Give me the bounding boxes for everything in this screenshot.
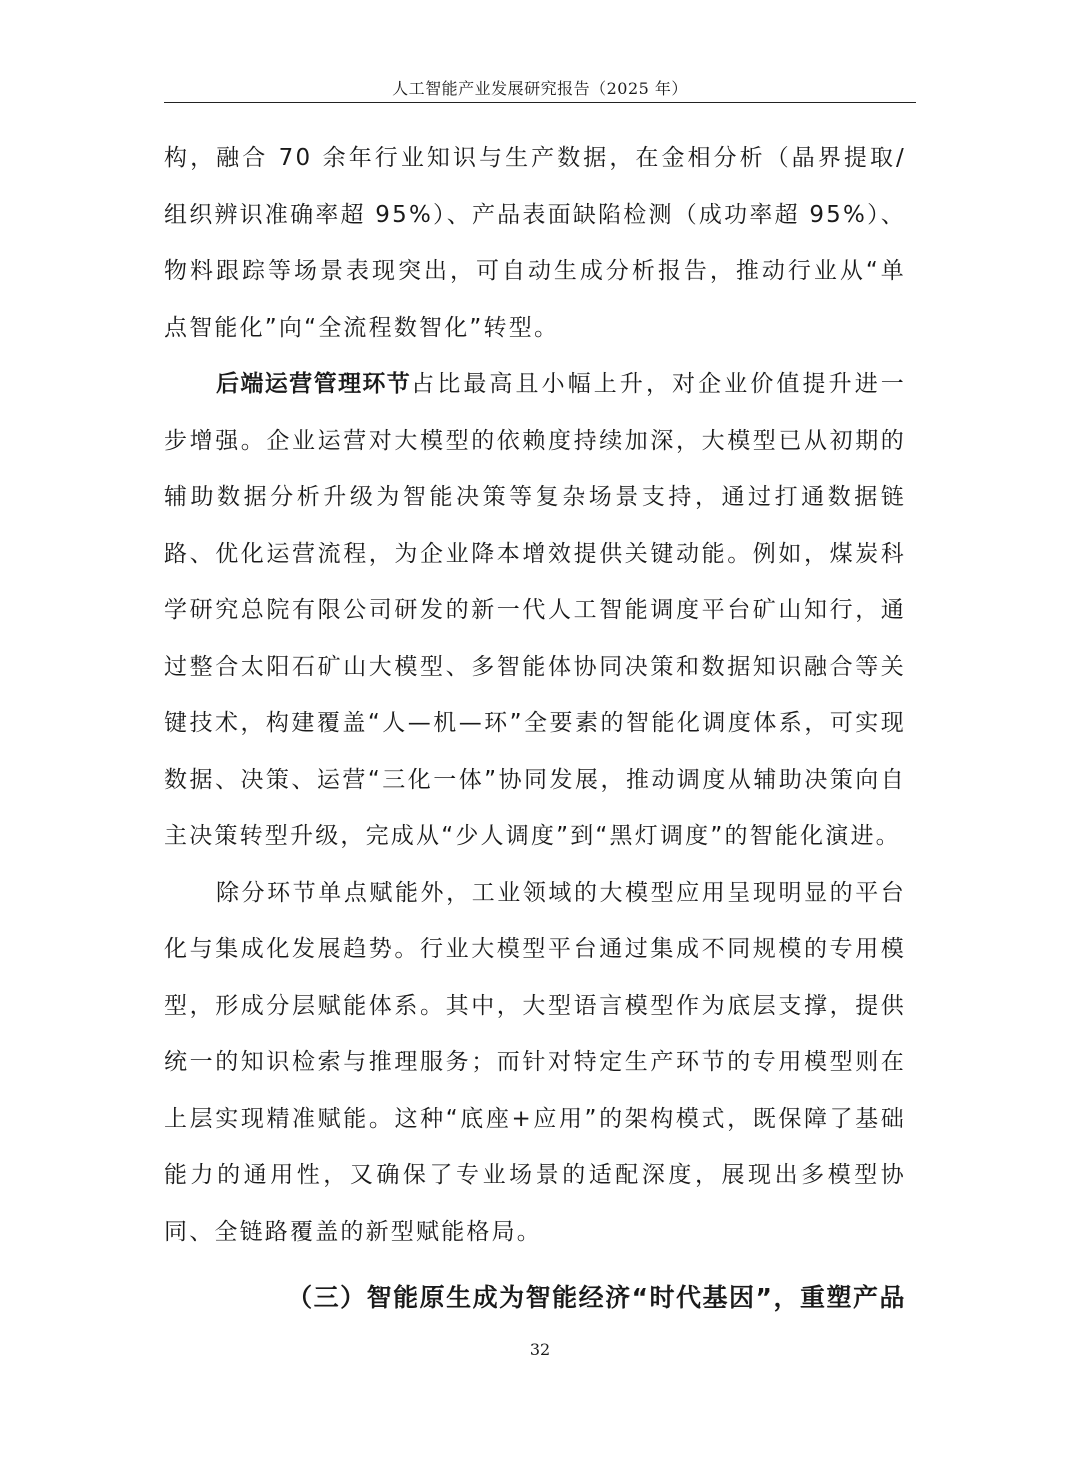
paragraph-continuation: 构，融合 70 余年行业知识与生产数据，在金相分析（晶界提取/组织辨识准确率超 95%）、产品表面缺陷检测（成功率超 95%）、物料跟踪等场景表现突出，可自动生成分析报告，推动行业从“单点智能化”向“全流程数智化”转型。 [164, 145, 906, 341]
body-text [164, 130, 906, 1260]
page-number: 32 [529, 1340, 551, 1359]
paragraph-lead-heading: 后端运营管理环节 [216, 371, 412, 397]
paragraph-platform-trend: 除分环节单点赋能外，工业领域的大模型应用呈现明显的平台化与集成化发展趋势。行业大模型平台通过集成不同规模的专用模型，形成分层赋能体系。其中，大型语言模型作为底层支撑，提供统一的知识检索与推理服务；而针对特定生产环节的专用模型则在上层实现精准赋能。这种“底座+应用”的架构模式，既保障了基础能力的通用性，又确保了专业场景的适配深度，展现出多模型协同、全链路覆盖的新型赋能格局。 [164, 879, 906, 1245]
header-divider [164, 102, 916, 103]
paragraph-operations-text: 占比最高且小幅上升，对企业价值提升进一步增强。企业运营对大模型的依赖度持续加深，大模型已从初期的辅助数据分析升级为智能决策等复杂场景支持，通过打通数据链路、优化运营流程，为企业降本增效提供关键动能。例如，煤炭科学研究总院有限公司研发的新一代人工智能调度平台矿山知行，通过整合太阳石矿山大模型、多智能体协同决策和数据知识融合等关键技术，构建覆盖“人—机—环”全要素的智能化调度体系，可实现数据、决策、运营“三化一体”协同发展，推动调度从辅助决策向自主决策转型升级，完成从“少人调度”到“黑灯调度”的智能化演进。 [164, 371, 906, 849]
paragraph-operations [164, 356, 906, 865]
running-header: 人工智能产业发展研究报告（2025 年） [392, 79, 688, 98]
section-heading: （三）智能原生成为智能经济“时代基因”，重塑产品 [287, 1283, 906, 1312]
